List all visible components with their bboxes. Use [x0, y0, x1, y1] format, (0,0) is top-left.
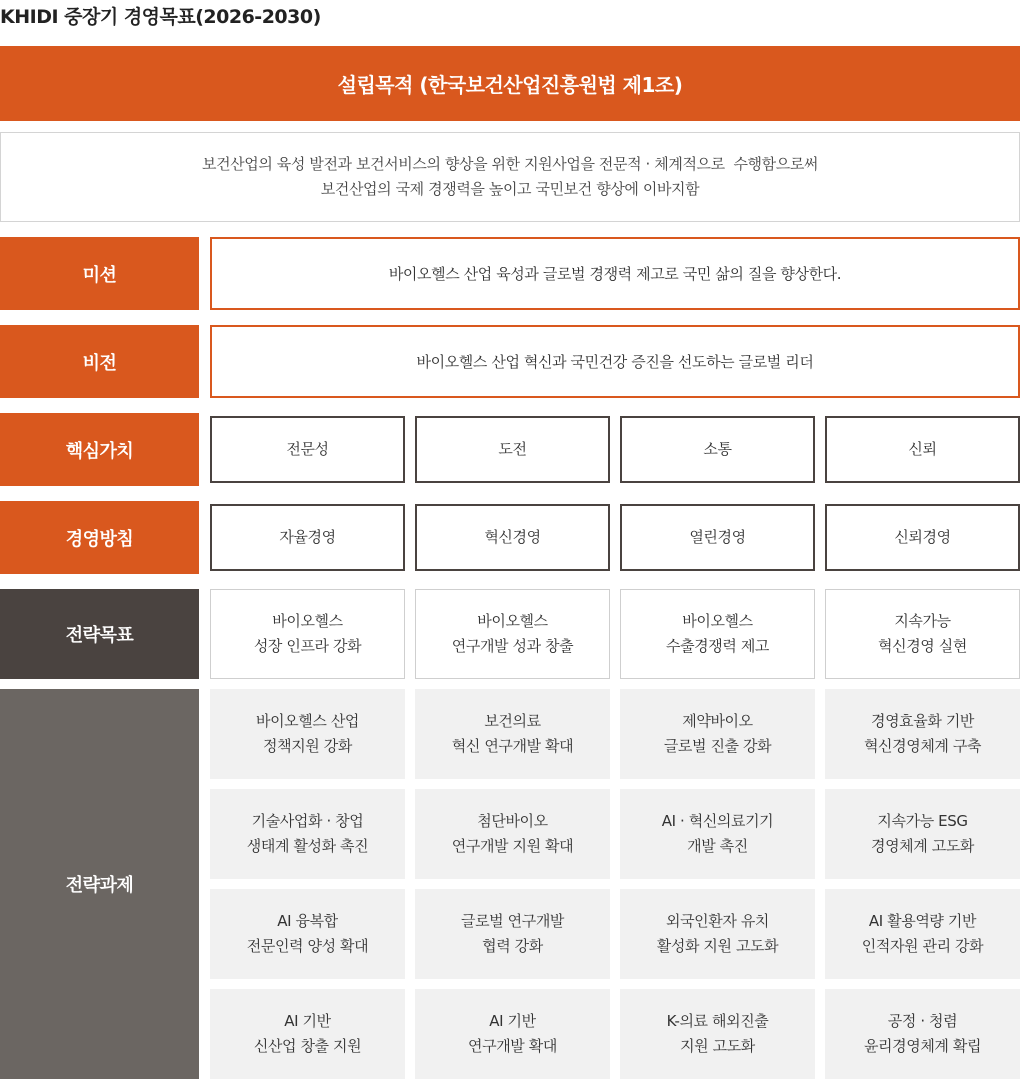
core-value-item: 소통 — [620, 416, 815, 483]
goal-item — [620, 589, 815, 679]
task-line-2: 연구개발 지원 확대 — [451, 837, 574, 855]
task-line-1: 글로벌 연구개발 — [461, 912, 564, 930]
policy-item: 열린경영 — [620, 504, 815, 571]
task-item — [415, 789, 610, 879]
core-value-item: 신뢰 — [825, 416, 1020, 483]
task-line-2: 정책지원 강화 — [263, 737, 352, 755]
task-line-2: 연구개발 확대 — [468, 1037, 557, 1055]
task-line-1: AI 기반 — [284, 1012, 331, 1030]
task-line-1: 제약바이오 — [682, 712, 753, 730]
task-line-2: 글로벌 진출 강화 — [663, 737, 772, 755]
tasks-label: 전략과제 — [0, 689, 199, 1079]
task-line-2: 혁신경영체계 구축 — [863, 737, 982, 755]
task-line-2: 개발 촉진 — [687, 837, 748, 855]
core-values-label: 핵심가치 — [0, 413, 199, 486]
vision-label: 비전 — [0, 325, 199, 398]
task-line-1: AI 융복합 — [277, 912, 338, 930]
task-line-1: K-의료 해외진출 — [666, 1012, 769, 1030]
task-line-2: 협력 강화 — [482, 937, 543, 955]
task-line-2: 생태계 활성화 촉진 — [246, 837, 369, 855]
goal-item — [415, 589, 610, 679]
task-item — [210, 689, 405, 779]
policy-item: 신뢰경영 — [825, 504, 1020, 571]
mission-label: 미션 — [0, 237, 199, 310]
task-item — [825, 989, 1020, 1079]
core-value-item: 도전 — [415, 416, 610, 483]
task-item — [210, 789, 405, 879]
task-line-1: 바이오헬스 산업 — [256, 712, 359, 730]
task-line-1: AI 기반 — [489, 1012, 536, 1030]
task-line-1: 지속가능 ESG — [877, 812, 968, 830]
goal-line-2: 수출경쟁력 제고 — [666, 637, 769, 655]
goal-line-1: 바이오헬스 — [477, 612, 548, 630]
task-line-1: 보건의료 — [484, 712, 541, 730]
purpose-line-1: 보건산업의 육성 발전과 보건서비스의 향상을 위한 지원사업을 전문적 · 체계적으로 수행함으로써 — [201, 155, 819, 173]
task-line-2: 지원 고도화 — [680, 1037, 755, 1055]
policy-item: 혁신경영 — [415, 504, 610, 571]
goal-item — [210, 589, 405, 679]
task-item — [825, 689, 1020, 779]
goal-line-2: 성장 인프라 강화 — [253, 637, 362, 655]
goal-line-1: 바이오헬스 — [682, 612, 753, 630]
task-item — [210, 989, 405, 1079]
task-line-1: AI · 혁신의료기기 — [661, 812, 774, 830]
goals-label: 전략목표 — [0, 589, 199, 679]
goal-line-2: 연구개발 성과 창출 — [451, 637, 574, 655]
task-line-1: AI 활용역량 기반 — [868, 912, 977, 930]
task-line-2: 윤리경영체계 확립 — [863, 1037, 982, 1055]
task-item — [415, 889, 610, 979]
task-line-2: 경영체계 고도화 — [871, 837, 974, 855]
task-item — [620, 789, 815, 879]
page-title: KHIDI 중장기 경영목표(2026-2030) — [0, 6, 321, 28]
task-line-1: 외국인환자 유치 — [666, 912, 769, 930]
task-line-1: 공정 · 청렴 — [887, 1012, 958, 1030]
task-item — [620, 689, 815, 779]
task-line-2: 인적자원 관리 강화 — [861, 937, 984, 955]
purpose-banner: 설립목적 (한국보건산업진흥원법 제1조) — [0, 46, 1020, 121]
mission-text: 바이오헬스 산업 육성과 글로벌 경쟁력 제고로 국민 삶의 질을 향상한다. — [210, 237, 1020, 310]
task-line-1: 첨단바이오 — [477, 812, 548, 830]
task-item — [825, 789, 1020, 879]
goal-line-1: 지속가능 — [894, 612, 951, 630]
purpose-line-2: 보건산업의 국제 경쟁력을 높이고 국민보건 향상에 이바지함 — [320, 180, 700, 198]
task-line-2: 혁신 연구개발 확대 — [451, 737, 574, 755]
goal-item — [825, 589, 1020, 679]
task-item — [825, 889, 1020, 979]
task-line-2: 활성화 지원 고도화 — [656, 937, 779, 955]
task-line-1: 경영효율화 기반 — [871, 712, 974, 730]
goal-line-1: 바이오헬스 — [272, 612, 343, 630]
core-value-item: 전문성 — [210, 416, 405, 483]
vision-text: 바이오헬스 산업 혁신과 국민건강 증진을 선도하는 글로벌 리더 — [210, 325, 1020, 398]
policy-item: 자율경영 — [210, 504, 405, 571]
purpose-box — [0, 132, 1020, 222]
task-line-2: 전문인력 양성 확대 — [246, 937, 369, 955]
goal-line-2: 혁신경영 실현 — [878, 637, 967, 655]
task-item — [620, 889, 815, 979]
task-item — [210, 889, 405, 979]
task-line-1: 기술사업화 · 창업 — [251, 812, 364, 830]
task-line-2: 신산업 창출 지원 — [253, 1037, 362, 1055]
task-item — [415, 689, 610, 779]
task-item — [415, 989, 610, 1079]
task-item — [620, 989, 815, 1079]
policies-label: 경영방침 — [0, 501, 199, 574]
